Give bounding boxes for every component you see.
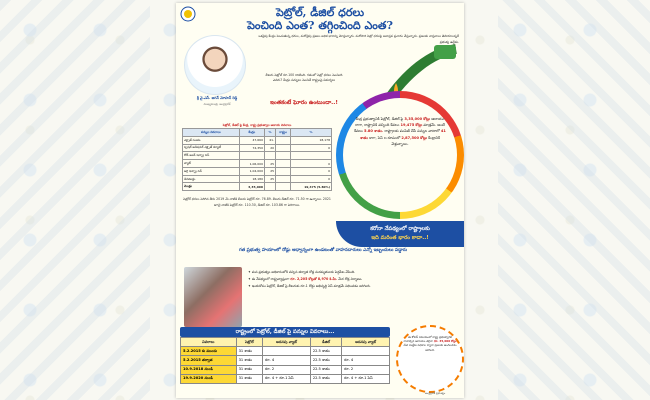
table-cell: 0: [291, 175, 332, 183]
revenue-table-body: [183, 136, 332, 190]
footer-credit: ఆంధ్రప్రదేశ్ ప్రభుత్వం: [424, 392, 446, 395]
table-cell: 3,35,000: [239, 183, 264, 191]
table-cell: రూ. 4: [263, 356, 311, 365]
quote-highlight: ఇంతకంటే ఘోరం ఉంటుందా..!: [270, 100, 338, 106]
column-header: పెట్రోల్: [236, 338, 262, 347]
table-cell: [276, 152, 291, 160]
circle-text-part: రాష్ట్రాలకు పంపిణీ చేసే పన్నుల వాటాలో: [384, 129, 440, 134]
bullet-item: ✦ ఇందుకోసం పెట్రోల్, డీజిల్ పై లీటరుకు రూ.1 రోడ్డు అభివృద్ధి సెస్ మాత్రమే విధించడం జరిగింది.: [248, 283, 371, 288]
quote-text: లీటరు పెట్రోల్ రూ.100 దాటింది. గతంలో పెట్రో ధరలు పెంచింది ఎవరు? కేంద్రం పన్నులు పెంచితే రాష్ట్రంపై విమర్శలు: [265, 73, 343, 82]
table-cell: 31 శాతం: [236, 347, 262, 356]
circle-text-part: కేంద్రానికే వెళ్తున్నాయి.: [391, 135, 440, 146]
table-cell: స్పెషల్ అడిషనల్ ఎక్సైజ్ డ్యూటీ: [183, 144, 240, 152]
bullet-item: ✦ ఈ నేపథ్యంలో రాష్ట్రవ్యాప్తంగా రూ. 2,205 కోట్లతో 8,970 కి.మీ. మేర రోడ్ల నిర్మాణం.: [248, 276, 363, 281]
banner-line-1: కరోనా నేపథ్యంలో రాష్ట్రాలకు: [370, 226, 430, 232]
circle-highlight: 41 శాతం: [360, 129, 446, 140]
table-cell: [276, 144, 291, 152]
table-cell: రూ. 2: [263, 365, 311, 374]
table-cell: 22.5 శాతం: [310, 356, 341, 365]
chief-minister-photo: [184, 35, 246, 95]
circle-text-part: కాగా, సెస్ ల రూపంలో: [369, 135, 401, 140]
table-cell: 31 శాతం: [236, 356, 262, 365]
table-cell: 18,178: [291, 136, 332, 144]
table-cell: మొత్తం: [183, 183, 240, 191]
table-cell: [342, 347, 390, 356]
table-cell: 31 శాతం: [236, 374, 262, 383]
table-cell: [276, 183, 291, 191]
table-cell: 25: [264, 160, 275, 168]
title-question-2: తగ్గించింది ఎంత?: [318, 19, 393, 32]
table-cell: 18,180: [239, 175, 264, 183]
page-subtitle: [176, 19, 464, 35]
table-cell: 31 శాతం: [236, 365, 262, 374]
circle-highlight: 3,35,000 కోట్లు: [404, 117, 431, 121]
table-cell: డివిడెండ్లు: [183, 175, 240, 183]
table-cell: అగ్రి ఇన్ఫ్రా సెస్: [183, 167, 240, 175]
circle-text-part: మాత్రమే. అంటే కేవలం: [354, 123, 445, 134]
table-cell: 41.: [264, 136, 275, 144]
table-cell: [276, 175, 291, 183]
column-header: అదనపు వ్యాట్: [263, 338, 311, 347]
badge-highlight: రూ. 35,000 కోట్లు: [433, 339, 457, 344]
banner-line-2: ఇది మరింత భారం కాదా..!: [371, 235, 429, 241]
left-decoration: [0, 0, 150, 400]
table-cell: 0: [291, 160, 332, 168]
table-row: [183, 183, 332, 191]
vehicles-photo: [184, 267, 242, 327]
badge-text: [403, 335, 457, 352]
bullet-text: ఇందుకోసం పెట్రోల్, డీజిల్ పై లీటరుకు రూ.1 రోడ్డు అభివృద్ధి సెస్ మాత్రమే విధించడం జరిగింది.: [251, 283, 371, 288]
table-cell: రూ. 2: [342, 365, 390, 374]
table-cell: 19.9.2020 నుండి: [181, 374, 237, 383]
table-cell: 20: [264, 144, 275, 152]
table-cell: రోడ్ అండ్ ఇన్ఫ్రా సెస్: [183, 152, 240, 160]
table-cell: 1,06,000: [239, 160, 264, 168]
table-cell: [264, 152, 275, 160]
advertisement-page: [176, 3, 464, 398]
table-cell: 19,475 (5.80%): [291, 183, 332, 191]
cm-name: శ్రీ వై.ఎస్. జగన్ మోహన్ రెడ్డి: [196, 96, 238, 100]
intro-paragraph: ఒకవైపు కేంద్రం పెంచుతున్న ధరలు, మరోవైపు ప్రజలు అధిక భారాన్ని మోస్తున్నారు. మరోసారి పెట్రో ధరలపై అవాస్తవ ప్రచారం చేస్తున్నారు. ప్రజలకు వాస్తవాలు తెలియాలన్నదే ప్రభుత్వ ఉద్దేశం.: [258, 34, 459, 44]
revenue-table-heading: పెట్రోల్, డీజిల్ పై కేంద్ర, రాష్ట్ర ప్రభుత్వాల ఆదాయ వివరాలు: [222, 123, 292, 127]
circle-highlight: 2,87,500 కోట్లు: [401, 135, 427, 140]
table-cell: 22.5 శాతం: [310, 365, 341, 374]
table-cell: 0: [291, 144, 332, 152]
circle-inner: [343, 98, 457, 212]
table-cell: [239, 152, 264, 160]
table-cell: 0: [291, 167, 332, 175]
bullet-text: మన ప్రభుత్వం అధికారంలోకి వచ్చిన తర్వాత రోడ్ల మరమ్మతులకు పెద్దపీట వేసింది.: [251, 270, 356, 274]
roads-highlight: గత ప్రభుత్వ హయాంలో రోడ్లు అధ్వాన్నంగా ఉండటంతో వాహనదారులు ఎన్నో ఇబ్బందులు పడ్డారు: [238, 248, 408, 253]
table-row: [181, 374, 390, 383]
table-cell: 25: [264, 167, 275, 175]
table-row: [181, 356, 390, 365]
table-row: [181, 365, 390, 374]
table-row: [183, 167, 332, 175]
table-cell: [276, 167, 291, 175]
table-row: [183, 136, 332, 144]
cm-designation: ముఖ్యమంత్రి, ఆంధ్రప్రదేశ్: [203, 102, 231, 106]
price-notes: పెట్రోల్ ధరలు పెరిగిన తీరు 2019 మే నాటికి లీటరు పెట్రోల్ రూ. 76.89. లీటరు డీజిల్ రూ. 71.50 గా ఉన్నాయి. 2021 జూలై నాటికి పెట్రోల్ రూ. 110.30, డీజిల్ రూ. 103.86 గా పెరిగాయి.: [183, 197, 331, 207]
table-row: [181, 347, 390, 356]
table-cell: ఎక్సైజ్ సుంకం: [183, 136, 240, 144]
circle-text-part: కేంద్ర ప్రభుత్వానికి పెట్రోల్, డీజిల్ పై: [355, 117, 404, 121]
table-cell: రూ. 4: [342, 356, 390, 365]
column-header: కేంద్రం: [239, 129, 264, 137]
badge-text-part: మేర సంక్షేమ పథకాల ద్వారా ప్రజలకు అందించడం జరిగింది.: [403, 343, 457, 352]
table-cell: [264, 183, 275, 191]
bullet-highlight: రూ. 2,205 కోట్లతో 8,970 కి.మీ.: [290, 276, 338, 281]
table-cell: [291, 152, 332, 160]
circle-highlight: 19,475 కోట్లు: [400, 123, 423, 128]
title-question-1: పెంచింది ఎంత?: [247, 19, 315, 32]
table-cell: 74,350: [239, 144, 264, 152]
corona-burden-banner: [336, 221, 464, 247]
column-header: అదనపు వ్యాట్: [342, 338, 390, 347]
table-cell: 5.2.2015 తర్వాత: [181, 356, 237, 365]
column-header: పన్నుల వివరాలు: [183, 129, 240, 137]
bullet-item: ✦ మన ప్రభుత్వం అధికారంలోకి వచ్చిన తర్వాత రోడ్ల మరమ్మతులకు పెద్దపీట వేసింది.: [248, 270, 356, 274]
right-decoration: [498, 0, 650, 400]
tax-table: [180, 337, 390, 384]
table-cell: 22.5 శాతం: [310, 374, 341, 383]
table-row: [183, 175, 332, 183]
revenue-share-circle: [336, 91, 464, 219]
badge-text-part: ఈ కోవిడ్ సమయంలో రాష్ట్ర ప్రభుత్వానికి రావాల్సిన ఆదాయం తగ్గినా: [403, 335, 452, 344]
table-cell: 22.5 శాతం: [310, 347, 341, 356]
table-cell: 1,04,000: [239, 167, 264, 175]
column-header: రాష్ట్రం: [276, 129, 291, 137]
tax-table-body: [181, 347, 390, 384]
table-cell: 25: [264, 175, 275, 183]
column-header: %: [264, 129, 275, 137]
table-cell: 5.2.2015 కు ముందు: [181, 347, 237, 356]
table-cell: రూ. 4 + రూ.1 సెస్: [263, 374, 311, 383]
bullet-text: మేర రోడ్ల నిర్మాణం.: [338, 276, 363, 281]
revenue-table: [182, 128, 332, 191]
circle-text: [353, 116, 447, 147]
table-cell: 10.9.2018 నుండి: [181, 365, 237, 374]
table-cell: 47,660: [239, 136, 264, 144]
circle-text-part: ఆదాయం రాగా, రాష్ట్రానికి వచ్చింది కేవలం: [355, 117, 445, 128]
tax-table-title: రాష్ట్రంలో పెట్రోల్, డీజిల్ పై పన్నుల వివరాలు...: [180, 327, 390, 337]
table-cell: రూ. 4 + రూ.1 సెస్: [342, 374, 390, 383]
table-cell: [276, 160, 291, 168]
roads-bullets: [248, 269, 460, 289]
column-header: డీజిల్: [310, 338, 341, 347]
covid-welfare-badge: [396, 325, 464, 393]
table-cell: వ్యాట్: [183, 160, 240, 168]
table-row: [183, 152, 332, 160]
bullet-text: ఈ నేపథ్యంలో రాష్ట్రవ్యాప్తంగా: [251, 276, 290, 281]
table-cell: [263, 347, 311, 356]
column-header: %: [291, 129, 332, 137]
page-title: పెట్రోల్, డీజిల్ ధరలు: [275, 6, 364, 19]
circle-highlight: 5.80 శాతం.: [364, 129, 384, 134]
column-header: వివరాలు: [181, 338, 237, 347]
table-row: [183, 160, 332, 168]
table-cell: [276, 136, 291, 144]
table-row: [183, 144, 332, 152]
